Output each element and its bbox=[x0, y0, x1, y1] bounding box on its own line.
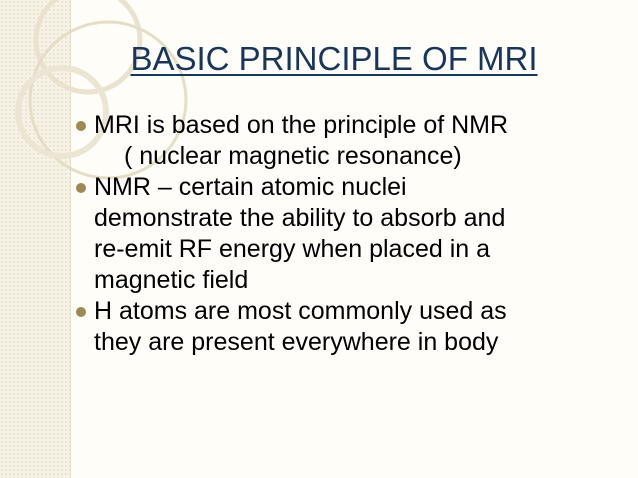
bullet-text-line: they are present everywhere in body bbox=[94, 328, 499, 356]
bullet-text-line: H atoms are most commonly used as bbox=[94, 297, 507, 325]
bullet-item-mri-nmr bbox=[72, 110, 632, 141]
bullet-text-line: magnetic field bbox=[94, 266, 249, 294]
bullet-list bbox=[72, 110, 632, 358]
bullet-dot-icon bbox=[76, 307, 86, 317]
bullet-item-h-atoms bbox=[72, 296, 632, 358]
slide-title: BASIC PRINCIPLE OF MRI bbox=[130, 40, 538, 77]
bullet-text-line: re-emit RF energy when placed in a bbox=[94, 235, 491, 263]
bullet-dot-icon bbox=[76, 121, 86, 131]
bullet-item-nmr-definition bbox=[72, 172, 632, 296]
bullet-continuation-nmr-expansion bbox=[72, 141, 632, 172]
bullet-text-line: MRI is based on the principle of NMR bbox=[94, 111, 509, 139]
bullet-text-line: NMR – certain atomic nuclei bbox=[94, 173, 407, 201]
bullet-text-line: demonstrate the ability to absorb and bbox=[94, 204, 506, 232]
bullet-dot-icon bbox=[76, 183, 86, 193]
bullet-text-line: ( nuclear magnetic resonance) bbox=[124, 142, 462, 170]
